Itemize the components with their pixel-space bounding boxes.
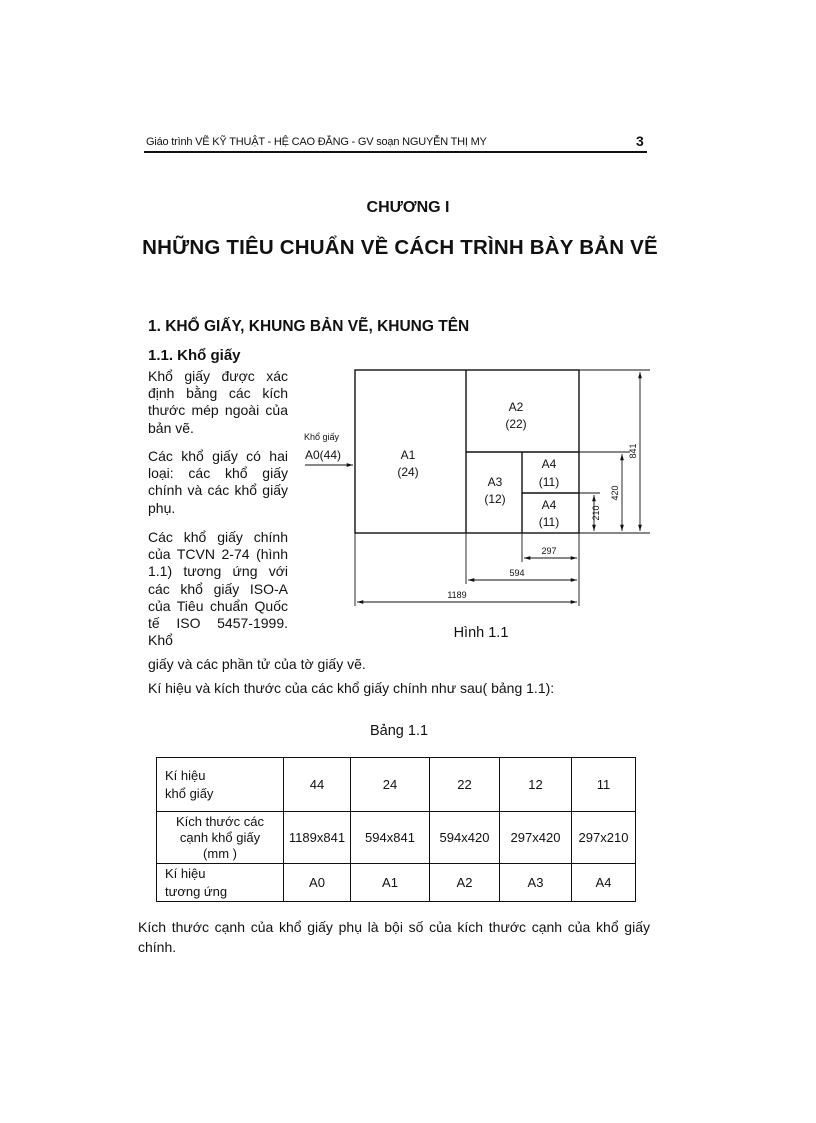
dim-label-1189: 1189 (447, 590, 467, 600)
label-a4-top-code: (11) (538, 475, 560, 489)
dim-label-594: 594 (509, 568, 525, 578)
label-a4-top-name: A4 (541, 457, 557, 471)
table-caption: Bảng 1.1 (370, 723, 429, 739)
label-a4-bottom-name: A4 (541, 498, 557, 512)
table-cell: A3 (500, 864, 572, 902)
table-row (157, 864, 636, 902)
dim-label-841: 841 (628, 443, 638, 459)
subsection-heading: 1.1. Khổ giấy (148, 347, 241, 364)
label-a3-code: (12) (484, 492, 506, 506)
dim-label-297: 297 (541, 546, 557, 556)
paragraph-definition: Khổ giấy được xác định bằng các kích thước mép ngoài của bản vẽ. (148, 368, 288, 436)
label-a0: A0(44) (305, 448, 342, 462)
table-cell: A0 (284, 864, 351, 902)
table-intro: Kí hiệu và kích thước của các khổ giấy chính như sau( bảng 1.1): (148, 680, 555, 696)
table-cell: 44 (284, 758, 351, 812)
paragraph-standard: Các khổ giấy chính của TCVN 2-74 (hình 1.1) tương ứng với các khổ giấy ISO-A của Tiêu chuẩn Quốc tế ISO 5457-1999. Khổ (148, 529, 288, 649)
label-a4-bottom-code: (11) (538, 515, 560, 529)
label-kho-giay: Khổ giấy (304, 432, 340, 442)
figure-caption: Hình 1.1 (453, 625, 509, 641)
table-cell: A1 (351, 864, 430, 902)
table-cell: 22 (430, 758, 500, 812)
table-cell: 594x841 (351, 812, 430, 864)
row-label-dimensions: Kích thước các cạnh khổ giấy (mm ) (157, 812, 284, 864)
dim-label-210: 210 (591, 505, 601, 521)
table-cell: 594x420 (430, 812, 500, 864)
table-cell: 297x210 (572, 812, 636, 864)
paragraph-continuation: giấy và các phần tử của tờ giấy vẽ. (148, 656, 366, 672)
header-rule (144, 151, 647, 153)
label-a1-name: A1 (400, 448, 416, 462)
section-heading: 1. KHỔ GIẤY, KHUNG BẢN VẼ, KHUNG TÊN (148, 318, 470, 335)
table-cell: 11 (572, 758, 636, 812)
table-cell: 1189x841 (284, 812, 351, 864)
table-cell: 297x420 (500, 812, 572, 864)
closing-paragraph: Kích thước cạnh của khổ giấy phụ là bội số của kích thước cạnh của khổ giấy chính. (138, 919, 650, 955)
row-label-code: Kí hiệu khổ giấy (157, 758, 284, 812)
paper-size-table (156, 757, 636, 902)
label-a2-name: A2 (508, 400, 524, 414)
label-a1-code: (24) (397, 465, 419, 479)
dim-label-420: 420 (610, 485, 620, 501)
chapter-title: NHỮNG TIÊU CHUẨN VỀ CÁCH TRÌNH BÀY BẢN VẼ (142, 236, 658, 259)
row-label-equivalent: Kí hiệu tương ứng (157, 864, 284, 902)
paragraph-types: Các khổ giấy có hai loại: các khổ giấy chính và các khổ giấy phụ. (148, 448, 288, 516)
table-cell: A4 (572, 864, 636, 902)
paper-sizes-figure (290, 358, 655, 648)
table-cell: 24 (351, 758, 430, 812)
running-header: Giáo trình VẼ KỸ THUẬT - HỆ CAO ĐẲNG - GV soạn NGUYỄN THỊ MY (146, 136, 487, 148)
chapter-label: CHƯƠNG I (366, 199, 450, 216)
table-row (157, 812, 636, 864)
table-row (157, 758, 636, 812)
page-number: 3 (636, 133, 644, 149)
label-a3-name: A3 (487, 475, 503, 489)
table-cell: 12 (500, 758, 572, 812)
table-cell: A2 (430, 864, 500, 902)
label-a2-code: (22) (505, 417, 527, 431)
